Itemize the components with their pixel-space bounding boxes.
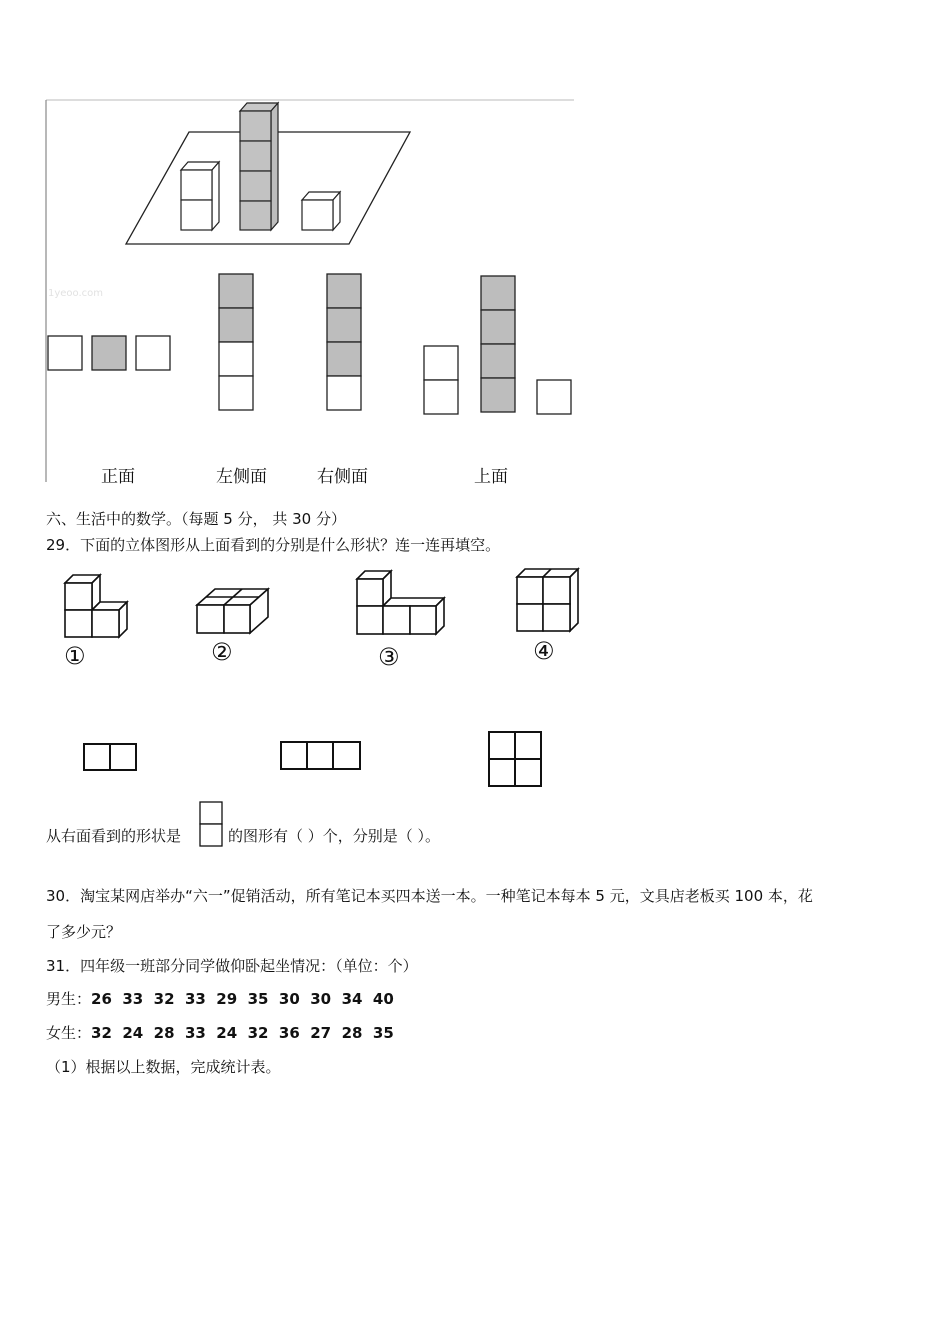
q31-intro: 31．四年级一班部分同学做仰卧起坐情况：（单位：个）	[46, 957, 418, 975]
solid-label-2: ②	[211, 638, 233, 666]
girls-values: 32 24 28 33 24 32 36 27 28 35	[91, 1024, 394, 1042]
q29-answer-after: 的图形有（ ）个，分别是（ ）。	[228, 827, 441, 845]
q29-solids-drawing	[60, 565, 590, 675]
label-front-view: 正面	[101, 467, 135, 487]
solid-label-1: ①	[64, 642, 86, 670]
q29-top-view-options	[80, 728, 550, 793]
q29-solids	[60, 565, 590, 675]
q30-line-2: 了多少元？	[46, 923, 122, 941]
q29-top-view-drawing	[80, 728, 550, 793]
solid-label-4: ④	[533, 637, 555, 665]
q30-line-1: 30．淘宝某网店举办“六一”促销活动，所有笔记本买四本送一本。一种笔记本每本 5 元，文具店老板买 100 本，花	[46, 887, 813, 905]
label-top-view: 上面	[474, 467, 508, 487]
label-right-view: 右侧面	[317, 467, 368, 487]
watermark: 1yeoo.com	[48, 288, 104, 299]
girls-row	[46, 1023, 394, 1043]
three-view-drawing	[44, 98, 574, 482]
three-view-figure	[44, 98, 574, 487]
right-view-shape	[199, 800, 225, 848]
boys-values: 26 33 32 33 29 35 30 30 34 40	[91, 990, 394, 1008]
girls-label: 女生：	[46, 1024, 92, 1042]
boys-label: 男生：	[46, 990, 92, 1008]
label-left-view: 左侧面	[216, 467, 267, 487]
q29-answer-line	[46, 800, 646, 850]
solid-label-3: ③	[378, 643, 400, 671]
q29-prompt: 29．下面的立体图形从上面看到的分别是什么形状？连一连再填空。	[46, 536, 501, 554]
section-6-heading: 六、生活中的数学。（每题 5 分， 共 30 分）	[46, 510, 346, 528]
q31-sub-1: （1）根据以上数据，完成统计表。	[46, 1058, 281, 1076]
q29-answer-before: 从右面看到的形状是	[46, 827, 182, 845]
boys-row	[46, 989, 394, 1009]
